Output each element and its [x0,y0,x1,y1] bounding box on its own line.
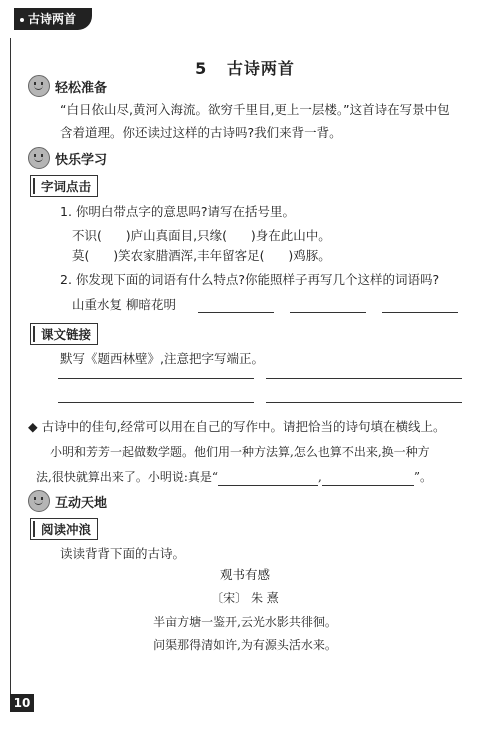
box-words [30,175,98,197]
warmup-line2: 含着道理。你还读过这样的古诗吗?我们来背一背。 [60,125,342,140]
writing-line[interactable] [58,378,254,379]
bullet-icon [20,18,24,22]
writing-line[interactable] [266,378,462,379]
task-p2-end: ”。 [413,470,432,484]
writing-line[interactable] [266,402,462,403]
q1a-part3: )身在此山中。 [250,228,331,243]
poem-author: 〔宋〕 朱 熹 [211,591,279,605]
task-paragraph-line2 [36,468,432,486]
box-link [30,323,98,345]
task-p2-comma: , [318,470,322,484]
q1b-part1: 莫( [72,248,90,263]
q1a-part2: )庐山真面目,只缘( [125,228,227,243]
poem-title: 观书有感 [219,567,270,582]
section-warmup [28,75,107,97]
section-warmup-label: 轻松准备 [55,80,108,96]
section-interact [28,490,107,512]
writing-line[interactable] [58,402,254,403]
box-words-label: 字词点击 [41,179,92,194]
chapter-tab [14,8,92,30]
chapter-tab-label: 古诗两首 [28,12,77,26]
box-read [30,518,98,540]
question-1: 1. 你明白带点字的意思吗?请写在括号里。 [60,204,296,219]
question-2: 2. 你发现下面的词语有什么特点?你能照样子再写几个这样的词语吗? [60,272,440,287]
fill-blank-2[interactable] [322,485,414,486]
section-interact-label: 互动天地 [55,495,108,511]
warmup-line1: “白日依山尽,黄河入海流。欲穷千里目,更上一层楼。”这首诗在写景中包 [60,102,450,117]
reading-instruction: 读读背背下面的古诗。 [60,546,186,561]
q1b-part3: )鸡豚。 [288,248,331,263]
answer-line[interactable] [290,312,366,313]
smiley-icon [28,147,50,169]
task-instruction: ◆ 古诗中的佳句,经常可以用在自己的写作中。请把恰当的诗句填在横线上。 [28,419,446,434]
fill-blank-1[interactable] [218,485,318,486]
answer-line[interactable] [198,312,274,313]
poem-line2: 问渠那得清如许,为有源头活水来。 [153,638,337,652]
box-read-label: 阅读冲浪 [41,522,92,537]
smiley-icon [28,75,50,97]
smiley-icon [28,490,50,512]
box-link-label: 课文链接 [41,327,92,342]
poem-line1: 半亩方塘一鉴开,云光水影共徘徊。 [153,615,337,629]
question-2-examples: 山重水复 柳暗花明 [72,297,176,312]
lesson-title-text: 古诗两首 [226,59,295,78]
q1a-part1: 不识( [72,228,102,243]
section-learn-label: 快乐学习 [55,152,108,168]
lesson-number: 5 [195,59,208,78]
section-learn [28,147,107,169]
answer-line[interactable] [382,312,458,313]
dictation-instruction: 默写《题西林壁》,注意把字写端正。 [60,351,264,366]
page-number: 10 [10,694,34,712]
question-1-line-b [72,247,331,265]
q1b-part2: )笑农家腊酒浑,丰年留客足( [113,248,265,263]
task-p2-start: 法,很快就算出来了。小明说:真是“ [36,470,218,484]
task-paragraph-line1: 小明和芳芳一起做数学题。他们用一种方法算,怎么也算不出来,换一种方 [50,445,430,459]
question-1-line-a [72,227,331,245]
